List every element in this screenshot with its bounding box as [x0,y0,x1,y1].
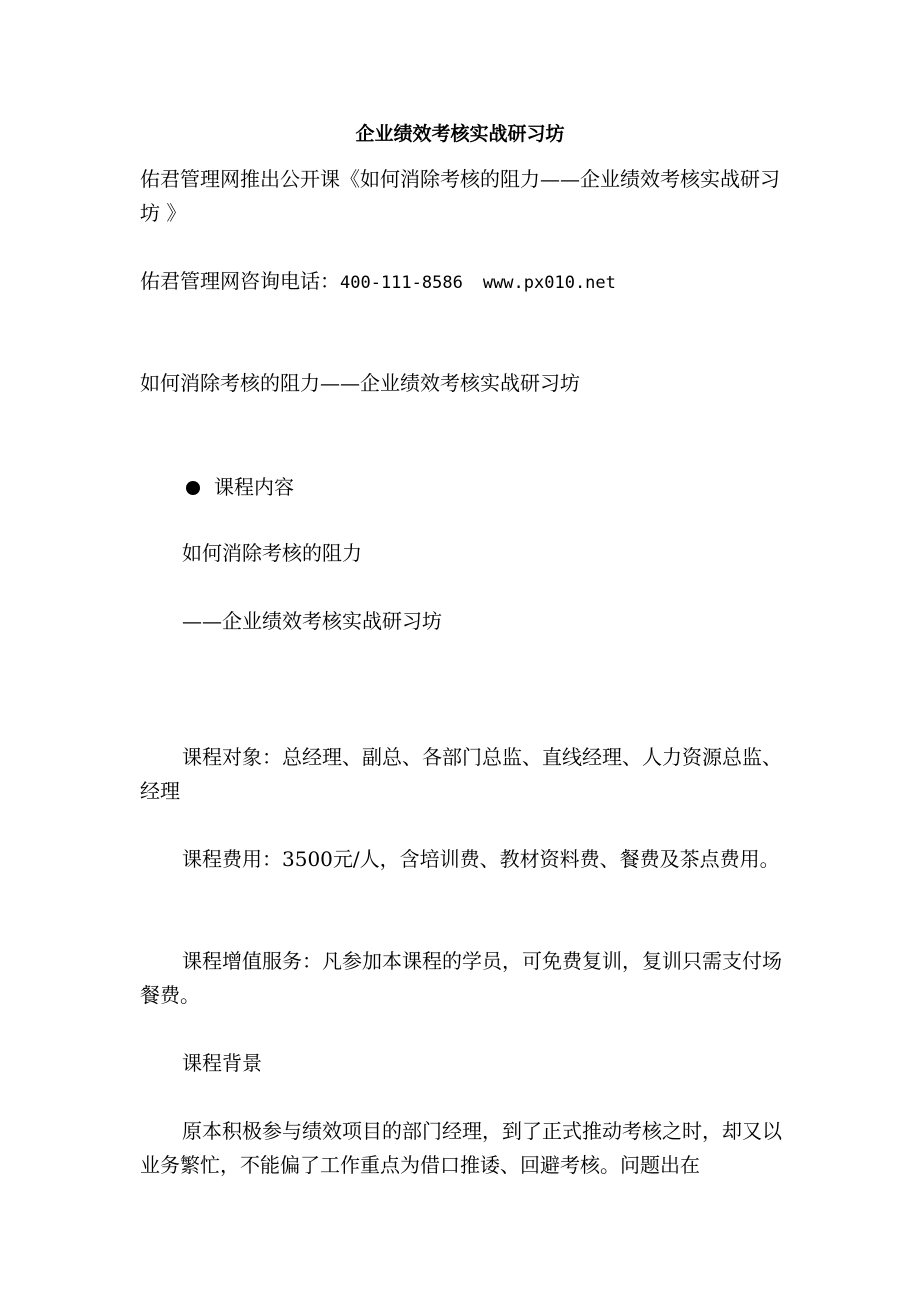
contact-phone: 400-111-8586 [340,273,463,293]
bullet-heading: 课程内容 [214,475,294,499]
course-name-line2: ——企业绩效考核实战研习坊 [182,609,442,633]
bullet-heading-row [186,470,294,504]
course-name-line1: 如何消除考核的阻力 [182,541,362,565]
fee-paragraph: 课程费用：3500元/人，含培训费、教材资料费、餐费及茶点费用。 [182,847,780,871]
intro-paragraph: 佑君管理网推出公开课《如何消除考核的阻力——企业绩效考核实战研习坊 》 [140,167,780,225]
contact-line [140,264,785,300]
subtitle-line: 如何消除考核的阻力——企业绩效考核实战研习坊 [140,371,580,395]
document-title: 企业绩效考核实战研习坊 [355,123,565,145]
background-heading: 课程背景 [182,1051,262,1075]
value-added-paragraph: 课程增值服务：凡参加本课程的学员，可免费复训，复训只需支付场餐费。 [140,949,782,1007]
contact-label: 佑君管理网咨询电话： [140,269,340,293]
bullet-dot-icon [186,481,200,495]
contact-url: www.px010.net [482,273,616,293]
audience-paragraph: 课程对象：总经理、副总、各部门总监、直线经理、人力资源总监、经理 [140,745,782,803]
background-paragraph: 原本积极参与绩效项目的部门经理，到了正式推动考核之时，却又以业务繁忙，不能偏了工作重点为借口推诿、回避考核。问题出在 [140,1119,782,1177]
